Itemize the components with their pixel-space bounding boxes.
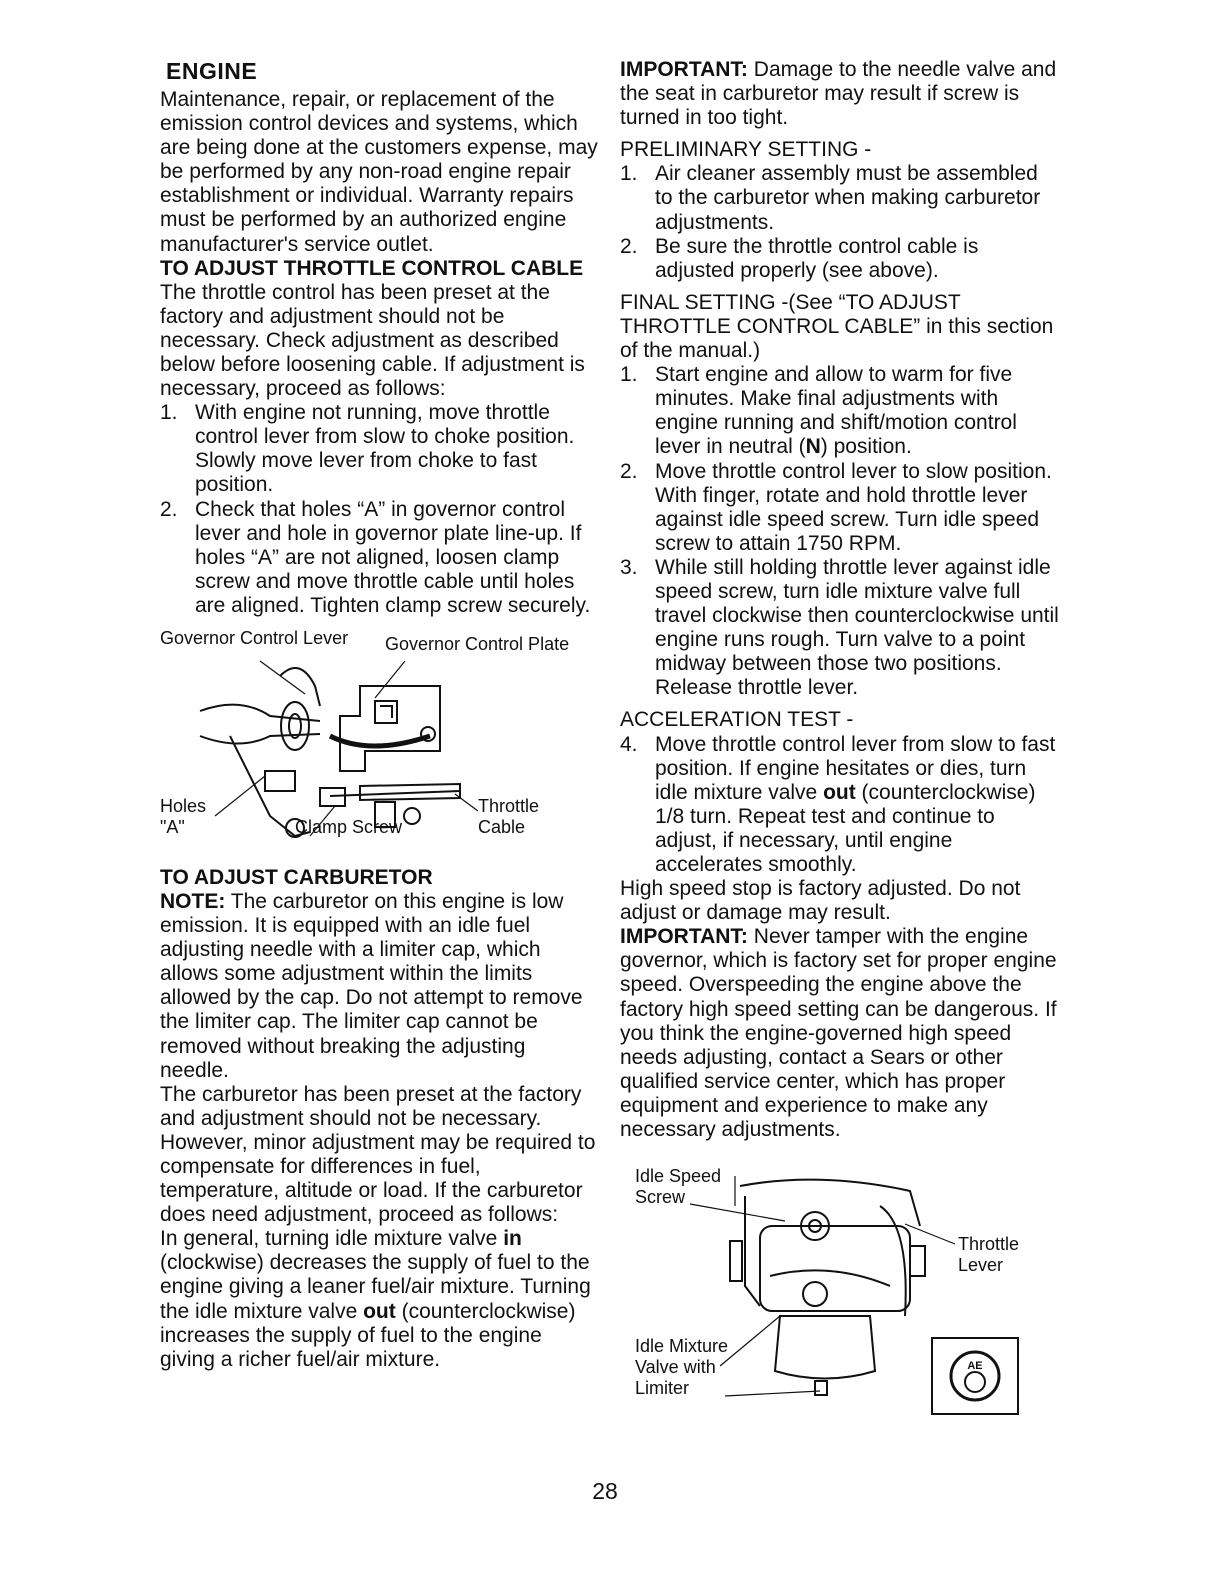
step-text-end: ) position. (820, 435, 912, 459)
label-clamp-screw: Clamp Screw (295, 816, 403, 837)
accel-steps (620, 733, 1060, 878)
important-2-text: Never tamper with the engine governor, which is factory set for proper engine speed. Overspeeding the engine above the factory high speed setting can be dangerous. If you think the engine-governed high speed needs adjusting, contact a Sears or other qualified service center, which has proper equipment and experience to make any necessary adjustments. (620, 925, 1057, 1142)
throttle-steps (160, 401, 600, 618)
important-1 (620, 58, 1060, 130)
step-number: 1. (620, 162, 638, 186)
final-step-1 (620, 363, 1060, 459)
general-text-a: In general, turning idle mixture valve (160, 1227, 504, 1251)
step-number: 2. (620, 234, 638, 258)
step-text: Start engine and allow to warm for five minutes. Make final adjustments with engine running and shift/motion control lever in neutral ( (655, 363, 1017, 459)
label-throttle: Throttle (478, 795, 540, 816)
step-text: While still holding throttle lever against idle speed screw, turn idle mixture valve full travel clockwise then counterclockwise until engine runs rough. Turn valve to a point midway between those two positions. Release throttle lever. (655, 555, 1059, 700)
label-screw: Screw (635, 1187, 686, 1208)
throttle-heading: TO ADJUST THROTTLE CONTROL CABLE (160, 256, 584, 280)
step-text: Move throttle control lever to slow position. With finger, rotate and hold throttle lever against idle speed screw. Turn idle speed screw to attain 1750 RPM. (655, 459, 1052, 555)
engine-heading: ENGINE (166, 58, 258, 84)
governor-figure (160, 626, 600, 858)
label-limiter: Limiter (635, 1378, 690, 1399)
general-text-b: (clockwise) decreases the supply of fuel to the engine giving a leaner fuel/air mixture. Turning the idle mixture valve (160, 1251, 591, 1323)
accel-out: out (823, 780, 856, 804)
neutral-letter: N (805, 435, 821, 459)
step-text: Air cleaner assembly must be assembled to the carburetor when making carburetor adjustments. (655, 162, 1041, 234)
note-paragraph (160, 890, 600, 1083)
engine-paragraph: Maintenance, repair, or replacement of the emission control devices and systems, which are being done at the customers expense, may be performed by any non-road engine repair establishment or individual. Warranty repairs must be performed by an authorized engine manufacturer's service outlet. (160, 88, 598, 256)
step-text: Move throttle control lever from slow to fast position. If engine hesitates or dies, turn idle mixture valve (655, 732, 1056, 804)
accel-heading: ACCELERATION TEST - (620, 708, 854, 732)
note-text: The carburetor on this engine is low emission. It is equipped with an idle fuel adjusting needle with a limiter cap, which allows some adjustment within the limits allowed by the cap. Do not attempt to remove the limiter cap. The limiter cap cannot be removed without breaking the adjusting needle. (160, 889, 583, 1082)
step-text: Check that holes “A” in governor control lever and hole in governor plate line-up. If holes “A” are not aligned, loosen clamp screw and move throttle cable until holes are aligned. Tighten clamp screw securely. (195, 497, 591, 617)
final-step-2 (620, 460, 1060, 556)
label-valve-with: Valve with (635, 1357, 716, 1378)
preliminary-heading: PRELIMINARY SETTING - (620, 138, 872, 162)
left-column (160, 58, 600, 1372)
carb-paragraph: The carburetor has been preset at the factory and adjustment should not be necessary. However, minor adjustment may be required to compensate for differences in fuel, temperature, altitude or load. If the carburetor does need adjustment, proceed as follows: (160, 1082, 596, 1227)
general-in: in (503, 1227, 522, 1251)
general-out: out (363, 1299, 396, 1323)
step-number: 2. (160, 497, 178, 521)
label-cable: Cable (478, 816, 526, 837)
label-holes: Holes (160, 795, 207, 816)
carb-heading: TO ADJUST CARBURETOR (160, 865, 433, 889)
accel-step-4 (620, 733, 1060, 878)
preliminary-steps (620, 162, 1060, 282)
page-number: 28 (592, 1478, 618, 1504)
step-text: Be sure the throttle control cable is adjusted properly (see above). (655, 234, 979, 282)
step-number: 3. (620, 555, 638, 579)
general-paragraph (160, 1227, 600, 1372)
step-number: 1. (620, 363, 638, 387)
final-steps (620, 363, 1060, 700)
label-governor-lever: Governor Control Lever (160, 627, 349, 648)
throttle-step-2 (160, 498, 600, 618)
final-step-3 (620, 556, 1060, 701)
right-column (620, 58, 1060, 1416)
label-throttle-lever: Throttle (958, 1234, 1020, 1255)
important-2-label: IMPORTANT: (620, 925, 748, 949)
label-idle-mixture: Idle Mixture (635, 1336, 729, 1357)
preliminary-step-1 (620, 162, 1060, 234)
logo-text: AE (967, 1360, 983, 1373)
step-number: 2. (620, 459, 638, 483)
step-number: 1. (160, 401, 178, 425)
step-number: 4. (620, 732, 638, 756)
step-text-end: (counterclockwise) 1/8 turn. Repeat test and continue to adjust, if necessary, until engine accelerates smoothly. (655, 780, 1036, 876)
carburetor-figure (620, 1166, 1060, 1416)
final-heading: FINAL SETTING -(See “TO ADJUST THROTTLE CONTROL CABLE” in this section of the manual.) (620, 290, 1054, 363)
high-speed-paragraph: High speed stop is factory adjusted. Do not adjust or damage may result. (620, 877, 1021, 925)
important-1-label: IMPORTANT: (620, 58, 748, 81)
label-idle-speed: Idle Speed (635, 1166, 722, 1187)
throttle-paragraph: The throttle control has been preset at the factory and adjustment should not be necessary. Check adjustment as described below before loosening cable. If adjustment is necessary, proceed as follows: (160, 280, 585, 401)
label-governor-plate: Governor Control Plate (385, 633, 570, 654)
step-text: With engine not running, move throttle control lever from slow to choke position. Slowly move lever from choke to fast position. (195, 401, 575, 497)
label-lever: Lever (958, 1255, 1004, 1276)
label-holes-a: "A" (160, 816, 185, 837)
important-1-text: Damage to the needle valve and the seat in carburetor may result if screw is turned in too tight. (620, 58, 1057, 130)
preliminary-step-2 (620, 235, 1060, 283)
important-2 (620, 925, 1060, 1142)
general-text-c: (counterclockwise) increases the supply of fuel to the engine giving a richer fuel/air mixture. (160, 1299, 576, 1371)
note-label: NOTE: (160, 889, 226, 913)
throttle-step-1 (160, 401, 600, 497)
